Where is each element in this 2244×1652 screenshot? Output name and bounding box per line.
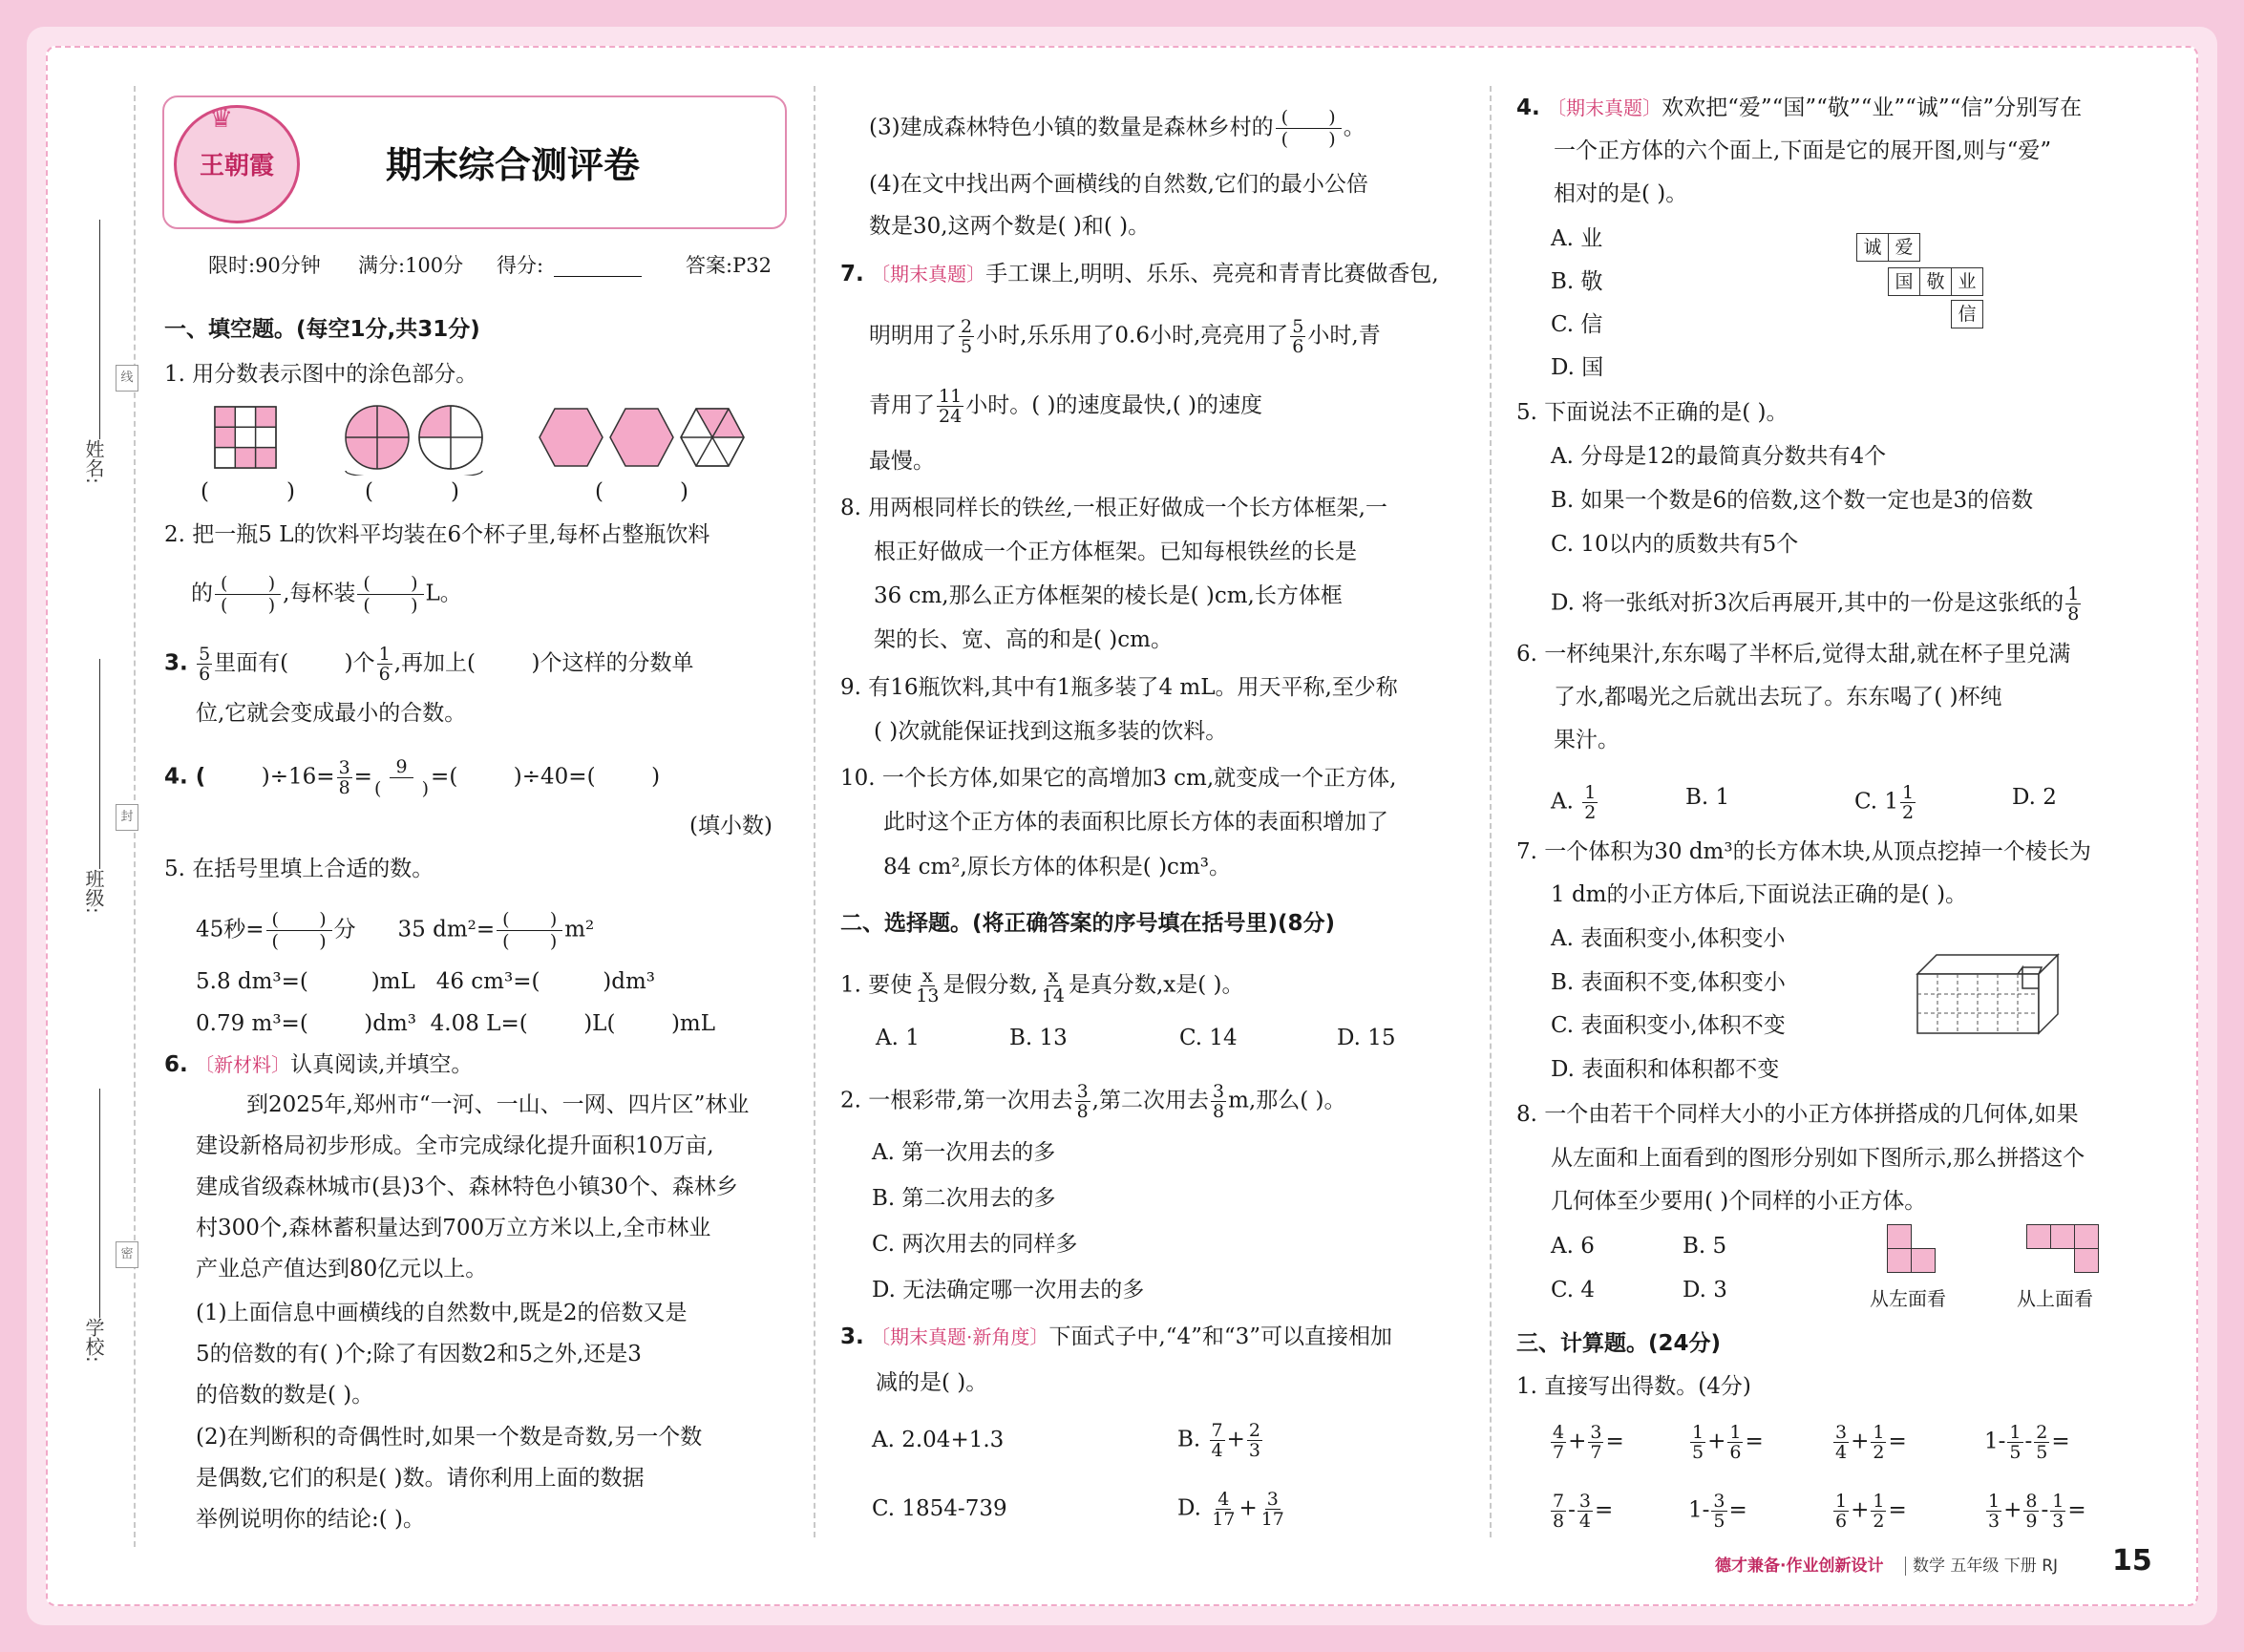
net-cell-ye: 业	[1951, 267, 1983, 296]
name-label: 姓名:	[82, 439, 105, 484]
c4-line1: 4. 〔期末真题〕欢欢把“爱”“国”“敬”“业”“诚”“信”分别写在	[1516, 95, 2083, 120]
c5-option-c[interactable]: C. 10以内的质数共有5个	[1551, 532, 1799, 557]
c6-option-a[interactable]: A. $\frac{1}{2}$	[1551, 782, 1597, 823]
section-3-heading: 三、计算题。(24分)	[1516, 1331, 1722, 1356]
c5-option-d[interactable]: D. 将一张纸对折3次后再展开,其中的一份是这张纸的 $\frac{1}{8}$	[1551, 583, 2080, 625]
q2-line2: 的 ( ) ( ) ,每杯装 ( ) ( ) L。	[191, 573, 462, 616]
column-divider-2	[1490, 86, 1492, 1537]
q6-passage-3: 建成省级森林城市(县)3个、森林特色小镇30个、森林乡	[196, 1175, 738, 1199]
q5-row3: 0.79 m³=( )dm³ 4.08 L=( )L( )mL	[196, 1011, 715, 1036]
calc-item[interactable]: 1- $\frac{3}{5}$ =	[1688, 1491, 1747, 1532]
c4-option-b[interactable]: B. 敬	[1551, 269, 1603, 294]
top-view-label: 从上面看	[2017, 1287, 2093, 1310]
q7-line3: 青用了 $\frac{11}{24}$ 小时。( )的速度最快,( )的速度	[869, 386, 1263, 427]
c4-option-a[interactable]: A. 业	[1551, 226, 1603, 251]
top-view-cell	[2050, 1224, 2075, 1249]
seal-mark-line: 线	[116, 365, 138, 392]
q8-line1: 8. 用两根同样长的铁丝,一根正好做成一个长方体框架,一	[840, 496, 1387, 520]
net-cell-xin: 信	[1951, 300, 1983, 328]
left-view-cell	[1911, 1248, 1936, 1273]
c7-line1: 7. 一个体积为30 dm³的长方体木块,从顶点挖掉一个棱长为	[1516, 839, 2091, 864]
q8-line2: 根正好做成一个正方体框架。已知每根铁丝的长是	[874, 540, 1357, 564]
calc-item[interactable]: 1- $\frac{1}{5}$ - $\frac{2}{5}$ =	[1984, 1422, 2070, 1463]
q6-heading: 6. 〔新材料〕认真阅读,并填空。	[164, 1052, 474, 1077]
c8-line1: 8. 一个由若干个同样大小的小正方体拼搭成的几何体,如果	[1516, 1102, 2079, 1127]
q6-sub2-l3: 举例说明你的结论:( )。	[196, 1507, 426, 1532]
choice-3-line1: 3. 〔期末真题·新角度〕下面式子中,“4”和“3”可以直接相加	[840, 1324, 1393, 1349]
q6-sub1-l1: (1)上面信息中画横线的自然数中,既是2的倍数又是	[196, 1301, 688, 1325]
calc-item[interactable]: $\frac{1}{3}$ + $\frac{8}{9}$ - $\frac{1}{3}$ =	[1988, 1491, 2086, 1532]
left-view-label: 从左面看	[1870, 1287, 1946, 1310]
q10-line2: 此时这个正方体的表面积比原长方体的表面积增加了	[883, 810, 1388, 835]
c4-option-c[interactable]: C. 信	[1551, 312, 1603, 337]
calc-item[interactable]: $\frac{3}{4}$ + $\frac{1}{2}$ =	[1835, 1422, 1907, 1463]
q8-line4: 架的长、宽、高的和是( )cm。	[874, 627, 1173, 652]
top-view-cell	[2026, 1224, 2051, 1249]
q1-answer-2[interactable]: (	[365, 479, 373, 504]
top-view-cell	[2074, 1248, 2099, 1273]
q5-row2: 5.8 dm³=( )mL 46 cm³=( )dm³	[196, 969, 655, 994]
c8-option-b[interactable]: B. 5	[1683, 1234, 1727, 1259]
q6-sub1-l3: 的倍数的数是( )。	[196, 1383, 374, 1408]
q1-grid-figure	[215, 407, 276, 468]
q10-line1: 10. 一个长方体,如果它的高增加3 cm,就变成一个正方体,	[840, 766, 1397, 791]
section-2-heading: 二、选择题。(将正确答案的序号填在括号里)(8分)	[840, 911, 1336, 936]
q1-answer-3-close: )	[680, 479, 688, 504]
net-cell-guo: 国	[1888, 267, 1920, 296]
q7-line1: 7. 〔期末真题〕手工课上,明明、乐乐、亮亮和青青比赛做香包,	[840, 262, 1439, 286]
choice-1-option-a[interactable]: A. 1	[876, 1026, 920, 1050]
choice-2-option-c[interactable]: C. 两次用去的同样多	[872, 1232, 1078, 1257]
full-score: 满分:100分	[358, 254, 464, 277]
c7-cuboid-figure	[1910, 950, 2082, 1041]
c8-line2: 从左面和上面看到的图形分别如下图所示,那么拼搭这个	[1551, 1146, 2085, 1171]
choice-1-line: 1. 要使 $\frac{x}{13}$ 是假分数, $\frac{x}{14}$ 是真分数,x是( )。	[840, 965, 1244, 1006]
answer-ref: 答案:P32	[686, 254, 772, 277]
choice-2-line: 2. 一根彩带,第一次用去 $\frac{3}{8}$ ,第二次用去 $\frac{3}{8}$ m,那么( )。	[840, 1081, 1346, 1122]
q9-line1: 9. 有16瓶饮料,其中有1瓶多装了4 mL。用天平称,至少称	[840, 675, 1398, 700]
left-view-cell	[1887, 1224, 1912, 1249]
q8-line3: 36 cm,那么正方体框架的棱长是( )cm,长方体框	[874, 583, 1343, 608]
class-line	[99, 659, 100, 869]
seal-mark-secret: 密	[116, 1241, 138, 1268]
choice-1-option-d[interactable]: D. 15	[1337, 1026, 1396, 1050]
c8-option-a[interactable]: A. 6	[1551, 1234, 1595, 1259]
c7-line2: 1 dm的小正方体后,下面说法正确的是( )。	[1551, 882, 1968, 907]
choice-3-line2: 减的是( )。	[876, 1370, 988, 1395]
q1-answer-3[interactable]: (	[595, 479, 603, 504]
q4-note: (填小数)	[689, 814, 773, 838]
q5-text: 5. 在括号里填上合适的数。	[164, 857, 434, 881]
q10-line3: 84 cm²,原长方体的体积是( )cm³。	[883, 855, 1231, 879]
page-title: 期末综合测评卷	[386, 144, 641, 186]
c6-line2: 了水,都喝光之后就出去玩了。东东喝了( )杯纯	[1554, 685, 2002, 710]
calc-item[interactable]: $\frac{7}{8}$ - $\frac{3}{4}$ =	[1553, 1491, 1614, 1532]
score-blank[interactable]	[554, 276, 642, 277]
name-line	[99, 220, 100, 439]
choice-3-option-a[interactable]: A. 2.04+1.3	[872, 1428, 1005, 1452]
q7-line2: 明明用了 $\frac{2}{5}$ 小时,乐乐用了0.6小时,亮亮用了 $\frac{5}{6}$ 小时,青	[869, 316, 1381, 357]
q2-text: 2. 把一瓶5 L的饮料平均装在6个杯子里,每杯占整瓶饮料	[164, 522, 710, 547]
q6-sub3: (3)建成森林特色小镇的数量是森林乡村的 ( ) ( ) 。	[869, 107, 1365, 150]
footer-brand: 德才兼备·作业创新设计	[1715, 1557, 1884, 1576]
net-cell-jing: 敬	[1919, 267, 1952, 296]
net-cell-cheng: 诚	[1856, 233, 1889, 262]
choice-3-option-b[interactable]: B. $\frac{7}{4}$ + $\frac{2}{3}$	[1177, 1420, 1260, 1461]
logo-crown-icon: ♛	[209, 102, 234, 134]
choice-3-option-d[interactable]: D. $\frac{4}{17}$ + $\frac{3}{17}$	[1177, 1489, 1284, 1530]
q1-text: 1. 用分数表示图中的涂色部分。	[164, 362, 478, 387]
time-limit: 限时:90分钟	[208, 254, 321, 277]
calc-item[interactable]: $\frac{1}{6}$ + $\frac{1}{2}$ =	[1835, 1491, 1907, 1532]
c5-line: 5. 下面说法不正确的是( )。	[1516, 400, 1789, 425]
c7-option-c[interactable]: C. 表面积变小,体积不变	[1551, 1013, 1786, 1038]
q6-passage-2: 建设新格局初步形成。全市完成绿化提升面积10万亩,	[196, 1133, 714, 1158]
c4-line3: 相对的是( )。	[1554, 181, 1688, 206]
c5-option-b[interactable]: B. 如果一个数是6的倍数,这个数一定也是3的倍数	[1551, 488, 2034, 513]
q9-line2: ( )次就能保证找到这瓶多装的饮料。	[874, 719, 1228, 744]
c6-line3: 果汁。	[1554, 728, 1619, 752]
c4-line2: 一个正方体的六个面上,下面是它的展开图,则与“爱”	[1554, 138, 2052, 163]
q1-answer-1[interactable]: (	[201, 479, 209, 504]
q1-circle-figure	[346, 406, 482, 476]
q1-answer-1-close: )	[286, 479, 295, 504]
q6-passage-1: 到2025年,郑州市“一河、一山、一网、四片区”林业	[246, 1092, 750, 1117]
q3-line1: 3. $\frac{5}{6}$ 里面有( )个 $\frac{1}{6}$ ,再加上( )个这样的分数单	[164, 644, 694, 685]
q3-line2: 位,它就会变成最小的合数。	[196, 701, 467, 726]
school-line	[99, 1089, 100, 1318]
calc-1-line: 1. 直接写出得数。(4分)	[1516, 1374, 1751, 1399]
logo-badge	[174, 102, 300, 223]
c4-option-d[interactable]: D. 国	[1551, 355, 1604, 380]
choice-2-option-a[interactable]: A. 第一次用去的多	[872, 1140, 1056, 1165]
c6-option-b[interactable]: B. 1	[1685, 785, 1730, 810]
q6-sub2-l2: 是偶数,它们的积是( )数。请你利用上面的数据	[196, 1466, 645, 1491]
column-divider-1	[814, 86, 815, 1537]
choice-1-option-b[interactable]: B. 13	[1009, 1026, 1068, 1050]
c7-option-a[interactable]: A. 表面积变小,体积变小	[1551, 926, 1786, 951]
school-label: 学校:	[82, 1318, 105, 1363]
q6-sub4-l2: 数是30,这两个数是( )和( )。	[869, 214, 1151, 239]
choice-1-option-c[interactable]: C. 14	[1179, 1026, 1238, 1050]
q1-figures	[210, 399, 764, 476]
q6-sub2-l1: (2)在判断积的奇偶性时,如果一个数是奇数,另一个数	[196, 1425, 703, 1450]
choice-2-option-d[interactable]: D. 无法确定哪一次用去的多	[872, 1278, 1145, 1303]
choice-2-option-b[interactable]: B. 第二次用去的多	[872, 1186, 1056, 1211]
class-label: 班级:	[82, 869, 105, 914]
net-cell-ai: 爱	[1888, 233, 1920, 262]
top-view-cell	[2074, 1224, 2099, 1249]
q7-line4: 最慢。	[869, 449, 935, 474]
q4-line: 4. ( )÷16= $\frac{3}{8}$ = 9 ( ) =( )÷40=( )	[164, 756, 661, 799]
footer-divider	[1905, 1557, 1906, 1576]
c8-option-c[interactable]: C. 4	[1551, 1278, 1596, 1303]
q1-hexagon-figure	[540, 409, 744, 466]
c8-option-d[interactable]: D. 3	[1683, 1278, 1727, 1303]
page-number: 15	[2112, 1544, 2152, 1578]
c8-line3: 几何体至少要用( )个同样的小正方体。	[1551, 1189, 1927, 1214]
q5-row1: 45秒= ( ) ( ) 分 35 dm²= ( ) ( ) m²	[196, 909, 595, 952]
score-label: 得分:	[497, 254, 544, 277]
c6-option-d[interactable]: D. 2	[2012, 785, 2057, 810]
section-1-heading: 一、填空题。(每空1分,共31分)	[164, 317, 480, 342]
footer-info: 数学 五年级 下册 RJ	[1913, 1557, 2059, 1576]
choice-3-option-c[interactable]: C. 1854-739	[872, 1496, 1007, 1521]
q6-sub4-l1: (4)在文中找出两个画横线的自然数,它们的最小公倍	[869, 172, 1368, 197]
c6-option-c[interactable]: C. 1 $\frac{1}{2}$	[1854, 782, 1915, 823]
c7-option-b[interactable]: B. 表面积不变,体积变小	[1551, 970, 1786, 995]
c6-line1: 6. 一杯纯果汁,东东喝了半杯后,觉得太甜,就在杯子里兑满	[1516, 642, 2071, 667]
c7-option-d[interactable]: D. 表面积和体积都不变	[1551, 1057, 1780, 1082]
q6-sub1-l2: 5的倍数的有( )个;除了有因数2和5之外,还是3	[196, 1342, 642, 1366]
title-box	[162, 95, 787, 229]
c5-option-a[interactable]: A. 分母是12的最简真分数共有4个	[1551, 444, 1887, 469]
q1-answer-2-close: )	[451, 479, 459, 504]
q6-passage-5: 产业总产值达到80亿元以上。	[196, 1257, 488, 1281]
seal-mark-seal: 封	[116, 804, 138, 831]
left-view-cell	[1887, 1248, 1912, 1273]
q6-passage-4: 村300个,森林蓄积量达到700万立方米以上,全市林业	[196, 1216, 711, 1240]
logo-text: 王朝霞	[199, 152, 274, 180]
calc-item[interactable]: $\frac{4}{7}$ + $\frac{3}{7}$ =	[1553, 1422, 1624, 1463]
calc-item[interactable]: $\frac{1}{5}$ + $\frac{1}{6}$ =	[1692, 1422, 1764, 1463]
